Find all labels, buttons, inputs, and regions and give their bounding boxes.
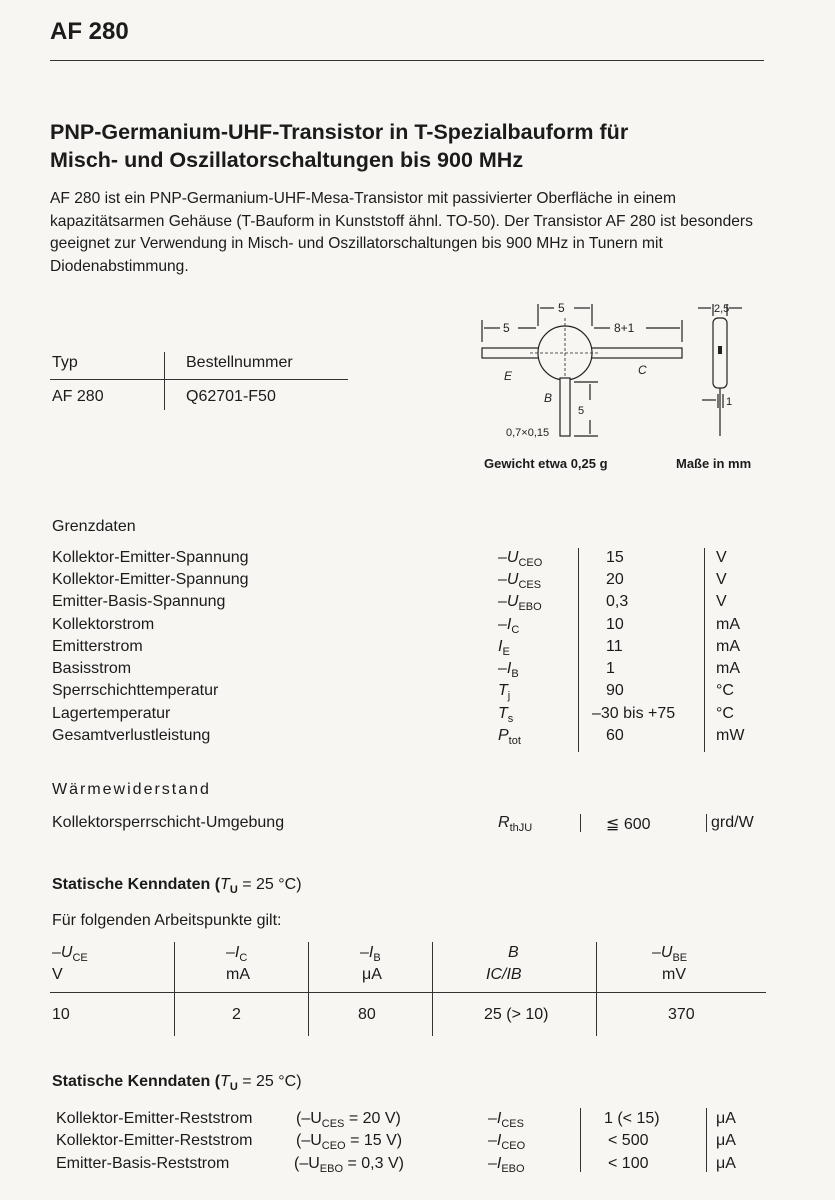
limit-value: 90 — [606, 682, 624, 699]
static-1-divider-2 — [308, 942, 309, 1036]
static-1-divider-4 — [596, 942, 597, 1036]
limit-symbol: $-I_B$ — [498, 660, 519, 681]
static-1-rule — [50, 992, 766, 993]
limit-label: Basisstrom — [52, 660, 132, 677]
static-2-divider-2 — [706, 1108, 707, 1172]
limit-symbol: $-U_{CEO}$ — [498, 549, 543, 570]
static-1-divider-3 — [432, 942, 433, 1036]
limit-symbol: $-U_{CES}$ — [498, 571, 542, 592]
limits-title: Grenzdaten — [52, 518, 136, 535]
reststrom-label: Kollektor-Emitter-Reststrom — [56, 1110, 253, 1127]
headline-line-2: Misch- und Oszillatorschaltungen bis 900 MHz — [50, 148, 524, 172]
dim-8: 8+1 — [614, 321, 635, 335]
reststrom-condition: ($-U_{EBO} = 0,3$ V) — [294, 1155, 404, 1176]
limit-unit: mW — [716, 727, 745, 744]
limit-value: 1 — [606, 660, 615, 677]
limit-value: 15 — [606, 549, 624, 566]
header-ic: $-I_C$ — [226, 944, 248, 965]
header-ib: $-I_B$ — [360, 944, 381, 965]
reststrom-value: < 100 — [608, 1155, 649, 1172]
thermal-divider-2 — [706, 814, 707, 832]
limits-unit-divider — [704, 548, 705, 752]
limit-symbol: $T_j$ — [498, 682, 511, 703]
reststrom-label: Kollektor-Emitter-Reststrom — [56, 1132, 253, 1149]
header-b: B — [508, 944, 519, 961]
limit-value: 11 — [606, 638, 623, 655]
label-b: B — [544, 391, 553, 405]
header-ib-unit: μA — [362, 966, 382, 983]
thermal-title: Wärmewiderstand — [52, 781, 211, 798]
reststrom-unit: μA — [716, 1132, 736, 1149]
dim-1: 1 — [726, 396, 733, 408]
reststrom-symbol: $-I_{CEO}$ — [488, 1132, 526, 1153]
value-ib: 80 — [358, 1006, 376, 1023]
thermal-label: Kollektorsperrschicht-Umgebung — [52, 814, 285, 831]
thermal-divider-1 — [580, 814, 581, 832]
package-drawing — [470, 290, 770, 450]
limit-symbol: $T_s$ — [498, 705, 514, 726]
limit-symbol: $I_E$ — [498, 638, 510, 659]
header-ube-unit: mV — [662, 966, 686, 983]
lead-c — [590, 348, 682, 358]
limit-label: Kollektor-Emitter-Spannung — [52, 571, 249, 588]
limit-unit: V — [716, 549, 727, 566]
header-ic-unit: mA — [226, 966, 250, 983]
header-uce-unit: V — [52, 966, 63, 983]
headline — [50, 118, 770, 174]
header-uce: $-U_{CE}$ — [52, 944, 88, 965]
units-label: Maße in mm — [676, 456, 752, 471]
col-type-header: Typ — [52, 354, 78, 371]
limit-symbol: $-I_C$ — [498, 616, 520, 637]
value-b: 25 (> 10) — [484, 1006, 549, 1023]
limit-symbol: $P_{tot}$ — [498, 727, 521, 748]
thermal-value: ≦ 600 — [606, 816, 651, 833]
static-1-divider-1 — [174, 942, 175, 1036]
reststrom-condition: ($-U_{CES} = 20$ V) — [296, 1110, 401, 1131]
weight-label: Gewicht etwa 0,25 g — [484, 456, 608, 471]
header-b-unit: IC/IB — [486, 966, 522, 983]
thermal-unit: grd/W — [711, 814, 754, 831]
label-e: E — [504, 369, 513, 383]
reststrom-unit: μA — [716, 1155, 736, 1172]
intro-paragraph: AF 280 ist ein PNP-Germanium-UHF-Mesa-Transistor mit passivierter Oberfläche in einem kapazitätsarmen Gehäuse (T-Bauform in Kunststoff ähnl. TO-50). Der Transistor AF 280 ist besonders geeignet zur Verwendung in Misch- und Oszillatorschaltungen bis 900 MHz in Tunern mit Diodenabstimmung. — [50, 190, 753, 275]
col-order-header: Bestellnummer — [186, 354, 293, 371]
limit-label: Sperrschichttemperatur — [52, 682, 219, 699]
dim-5-vertical: 5 — [578, 405, 585, 417]
limit-value: 60 — [606, 727, 624, 744]
dim-5-left: 5 — [503, 321, 510, 335]
limits-value-divider — [578, 548, 579, 752]
lead-b — [560, 378, 570, 436]
reststrom-value: 1 (< 15) — [604, 1110, 660, 1127]
label-c: C — [638, 363, 647, 377]
limit-label: Gesamtverlustleistung — [52, 727, 211, 744]
static-2-divider-1 — [580, 1108, 581, 1172]
dim-2-5: 2,5 — [714, 303, 730, 315]
header-rule — [50, 60, 764, 61]
order-table-divider — [164, 352, 165, 410]
order-table-rule — [50, 379, 348, 380]
reststrom-condition: ($-U_{CEO} = 15$ V) — [296, 1132, 403, 1153]
limit-unit: mA — [716, 660, 740, 677]
limit-value: –30 bis +75 — [592, 705, 676, 722]
value-ic: 2 — [232, 1006, 241, 1023]
reststrom-unit: μA — [716, 1110, 736, 1127]
static-2-title: Statische Kenndaten ($T_U = 25$ °C) — [52, 1073, 302, 1094]
page-title: AF 280 — [50, 18, 129, 45]
thermal-symbol: $R_{thJU}$ — [498, 814, 533, 835]
limit-label: Lagertemperatur — [52, 705, 171, 722]
limit-label: Emitter-Basis-Spannung — [52, 593, 226, 610]
limit-value: 10 — [606, 616, 624, 633]
type-value: AF 280 — [52, 388, 104, 405]
order-number-value: Q62701-F50 — [186, 388, 276, 405]
dim-5-top: 5 — [558, 301, 565, 315]
header-ube: $-U_{BE}$ — [652, 944, 688, 965]
reststrom-value: < 500 — [608, 1132, 649, 1149]
limit-label: Kollektorstrom — [52, 616, 155, 633]
limit-label: Emitterstrom — [52, 638, 143, 655]
limit-value: 0,3 — [606, 593, 629, 610]
limit-value: 20 — [606, 571, 624, 588]
value-uce: 10 — [52, 1006, 70, 1023]
limit-symbol: $-U_{EBO}$ — [498, 593, 542, 614]
static-1-subtitle: Für folgenden Arbeitspunkte gilt: — [52, 912, 282, 929]
static-1-title: Statische Kenndaten ($T_U = 25$ °C) — [52, 876, 302, 897]
value-ube: 370 — [668, 1006, 695, 1023]
limit-unit: V — [716, 571, 727, 588]
limit-unit: mA — [716, 638, 740, 655]
limit-unit: mA — [716, 616, 740, 633]
limit-unit: °C — [716, 682, 734, 699]
limit-unit: °C — [716, 705, 734, 722]
reststrom-symbol: $-I_{EBO}$ — [488, 1155, 525, 1176]
limit-unit: V — [716, 593, 727, 610]
reststrom-label: Emitter-Basis-Reststrom — [56, 1155, 230, 1172]
headline-line-1: PNP-Germanium-UHF-Transistor in T-Spezialbauform für — [50, 120, 629, 144]
limit-label: Kollektor-Emitter-Spannung — [52, 549, 249, 566]
lead-size: 0,7×0,15 — [506, 427, 550, 439]
reststrom-symbol: $-I_{CES}$ — [488, 1110, 524, 1131]
